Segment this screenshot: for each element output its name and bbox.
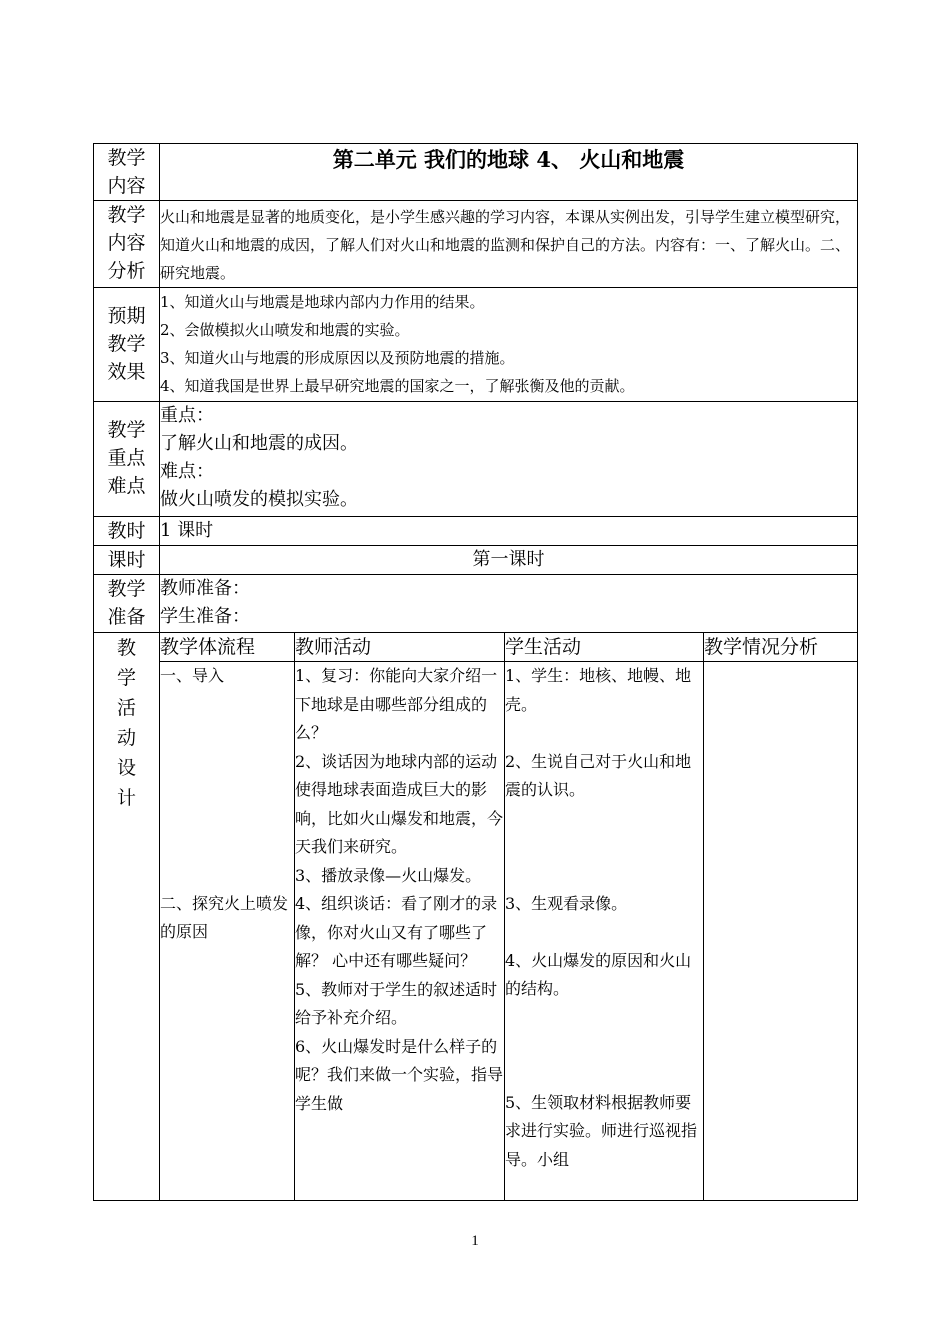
effects-label — [94, 288, 160, 402]
effect-item: 1、知道火山与地震是地球内部内力作用的结果。 — [160, 293, 485, 311]
teacher-step: 6、火山爆发时是什么样子的呢？我们来做一个实验，指导学生做 — [295, 1036, 504, 1113]
row-focus-difficulty — [94, 402, 858, 517]
row-period — [94, 546, 858, 575]
label-line: 教学 — [107, 333, 146, 355]
student-activities — [505, 662, 704, 1201]
student-step: 5、生领取材料根据教师要求进行实验。师进行巡视指导。小组 — [505, 1092, 698, 1169]
content-label — [94, 144, 160, 201]
label-line: 教学 — [107, 147, 146, 169]
label-line: 内容 — [107, 175, 146, 197]
flow-step: 二、探究火上喷发的原因 — [160, 893, 289, 941]
lesson-plan-table — [93, 143, 858, 1201]
teacher-prep: 教师准备： — [160, 578, 250, 599]
focus-text: 了解火山和地震的成因。 — [160, 433, 358, 454]
label-char: 计 — [116, 787, 136, 809]
label-line: 准备 — [107, 606, 146, 628]
flow-steps — [160, 662, 295, 1201]
column-analysis-heading: 教学情况分析 — [704, 633, 858, 662]
teacher-step: 5、教师对于学生的叙述适时给予补充介绍。 — [295, 979, 498, 1027]
label-line: 教学 — [107, 204, 146, 226]
student-prep: 学生准备： — [160, 606, 250, 627]
label-line: 内容 — [107, 232, 146, 254]
label-line: 教学 — [107, 578, 146, 600]
label-char: 动 — [116, 727, 136, 749]
difficulty-heading: 难点： — [160, 461, 214, 482]
teacher-step: 4、组织谈话：看了刚才的录像，你对火山又有了哪些了解？ 心中还有哪些疑问？ — [295, 894, 498, 970]
row-teaching-hours — [94, 517, 858, 546]
label-line: 教学 — [107, 419, 146, 441]
label-line: 难点 — [107, 475, 146, 497]
student-step: 2、生说自己对于火山和地震的认识。 — [505, 751, 692, 799]
student-step: 3、生观看录像。 — [505, 893, 628, 913]
row-expected-effects — [94, 288, 858, 402]
analysis-text: 火山和地震是显著的地质变化，是小学生感兴趣的学习内容，本课从实例出发，引导学生建立模型研究，知道火山和地震的成因，了解人们对火山和地震的监测和保护自己的方法。内容有：一、了解火山。二、研究地震。 — [160, 201, 858, 288]
column-student-heading: 学生活动 — [505, 633, 704, 662]
label-char: 教 — [116, 637, 136, 659]
teacher-activities — [295, 662, 505, 1201]
prep-label — [94, 575, 160, 633]
activity-design-label — [94, 633, 160, 1201]
analysis-column — [704, 662, 858, 1201]
row-activity-headings — [94, 633, 858, 662]
effect-item: 2、会做模拟火山喷发和地震的实验。 — [160, 321, 410, 339]
label-line: 效果 — [107, 361, 146, 383]
teacher-step: 1、复习：你能向大家介绍一下地球是由哪些部分组成的么？ — [295, 666, 498, 742]
flow-step: 一、导入 — [160, 666, 225, 685]
column-flow-heading: 教学体流程 — [160, 633, 295, 662]
row-preparation — [94, 575, 858, 633]
effects-list — [160, 288, 858, 402]
period-label: 课时 — [94, 546, 160, 575]
hours-value: 1 课时 — [160, 517, 858, 546]
period-value: 第一课时 — [160, 546, 858, 575]
student-step: 1、学生：地核、地幔、地壳。 — [505, 666, 692, 714]
label-line: 分析 — [107, 260, 146, 282]
effect-item: 3、知道火山与地震的形成原因以及预防地震的措施。 — [160, 349, 515, 367]
student-step: 4、火山爆发的原因和火山的结构。 — [505, 950, 692, 998]
lesson-title: 第二单元 我们的地球 4、 火山和地震 — [160, 144, 858, 201]
label-char: 设 — [116, 757, 136, 779]
page-number: 1 — [471, 1233, 479, 1249]
column-teacher-heading: 教师活动 — [295, 633, 505, 662]
row-activity-content — [94, 662, 858, 1201]
focus-heading: 重点： — [160, 405, 214, 426]
teacher-step: 2、谈话因为地球内部的运动使得地球表面造成巨大的影响，比如火山爆发和地震，今天我们来研究。 — [295, 751, 504, 856]
hours-label: 教时 — [94, 517, 160, 546]
label-line: 重点 — [107, 447, 146, 469]
prep-content — [160, 575, 858, 633]
focus-content — [160, 402, 858, 517]
difficulty-text: 做火山喷发的模拟实验。 — [160, 489, 358, 510]
teacher-step: 3、播放录像—火山爆发。 — [295, 865, 482, 885]
label-line: 预期 — [107, 305, 146, 327]
row-content-analysis — [94, 201, 858, 288]
effect-item: 4、知道我国是世界上最早研究地震的国家之一，了解张衡及他的贡献。 — [160, 377, 635, 395]
analysis-label — [94, 201, 160, 288]
row-teaching-content — [94, 144, 858, 201]
label-char: 学 — [116, 667, 136, 689]
focus-label — [94, 402, 160, 517]
label-char: 活 — [116, 697, 136, 719]
